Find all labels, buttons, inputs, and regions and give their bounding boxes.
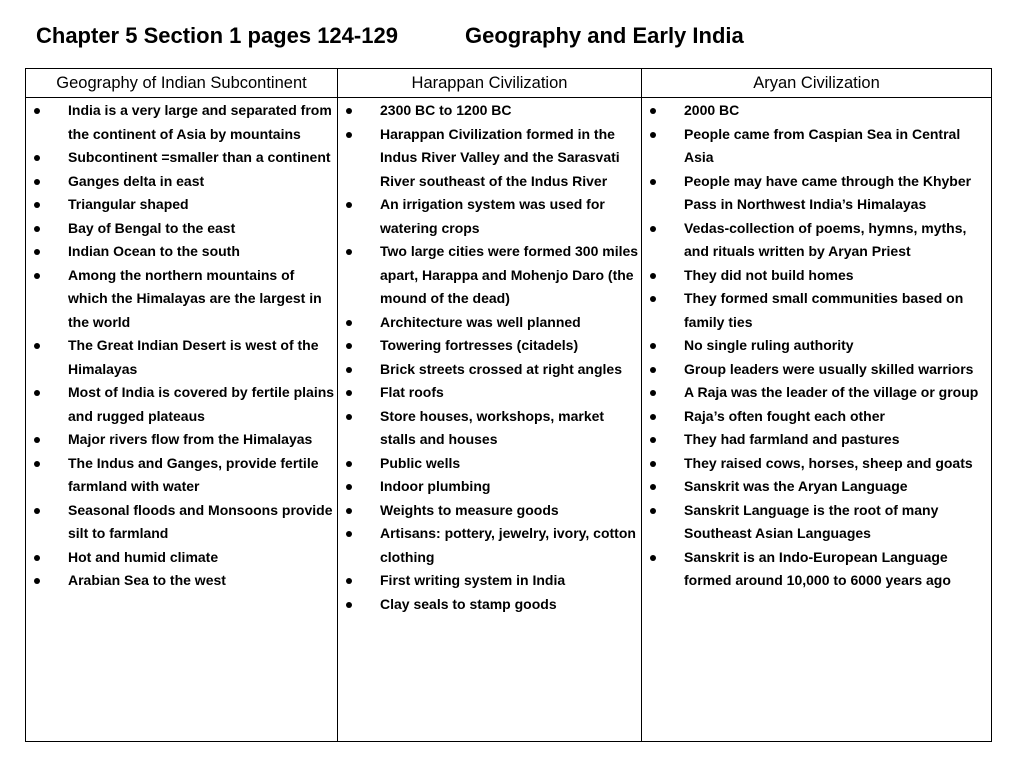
bullet-icon — [34, 249, 40, 255]
list-item-text: First writing system in India — [380, 572, 566, 588]
list-item-text: Public wells — [380, 454, 461, 471]
list-item-text: Raja’s often fought each other — [684, 407, 885, 424]
list-item-text: Two large cities were formed 300 miles apart, Harappa and Mohenjo Daro (the mound of the dead) — [380, 243, 639, 306]
list-item-text: Store houses, workshops, market stalls and houses — [380, 407, 605, 447]
list-item-text: India is a very large and separated from the continent of Asia by mountains — [68, 102, 332, 142]
list-item — [338, 475, 641, 499]
bullet-icon — [346, 108, 352, 114]
list-item — [26, 546, 337, 570]
list-item — [338, 193, 641, 240]
bullet-icon — [34, 273, 40, 279]
topic-title: Geography and Early India — [465, 23, 744, 48]
list-item-text: Artisans: pottery, jewelry, ivory, cotton clothing — [380, 525, 636, 565]
list-item — [642, 334, 991, 358]
page-title — [36, 18, 996, 54]
list-item-text: Subcontinent =smaller than a continent — [68, 149, 331, 165]
list-item — [642, 170, 991, 217]
content-row — [26, 98, 992, 742]
bullet-icon — [650, 367, 656, 373]
bullet-icon — [650, 132, 656, 138]
list-item-text: People came from Caspian Sea in Central Asia — [684, 125, 961, 165]
bullet-icon — [34, 179, 40, 185]
column-header-aryan: Aryan Civilization — [642, 69, 992, 98]
bullet-icon — [34, 578, 40, 584]
bullet-icon — [346, 390, 352, 396]
bullet-icon — [650, 273, 656, 279]
bullet-icon — [346, 367, 352, 373]
list-item — [26, 452, 337, 499]
list-item — [338, 452, 641, 476]
list-item — [26, 240, 337, 264]
bullet-icon — [650, 343, 656, 349]
list-item-text: Architecture was well planned — [380, 313, 581, 330]
list-item-text: Indoor plumbing — [380, 478, 491, 494]
list-item-text: They formed small communities based on family ties — [684, 290, 964, 330]
bullet-icon — [346, 508, 352, 514]
list-item — [642, 499, 991, 546]
list-item — [642, 99, 991, 123]
list-item — [642, 546, 991, 593]
list-item — [26, 217, 337, 241]
list-item-text: Weights to measure goods — [380, 501, 559, 518]
notes-table — [25, 68, 992, 742]
bullet-icon — [650, 484, 656, 490]
aryan-column — [642, 98, 992, 742]
geography-column — [26, 98, 338, 742]
bullet-icon — [346, 531, 352, 537]
list-item-text: Among the northern mountains of which the Himalayas are the largest in the world — [68, 266, 322, 330]
bullet-icon — [346, 578, 352, 584]
list-item-text: People may have came through the Khyber Pass in Northwest India’s Himalayas — [684, 172, 972, 212]
geography-list — [26, 99, 337, 593]
list-item — [642, 287, 991, 334]
list-item-text: Bay of Bengal to the east — [68, 219, 236, 236]
list-item-text: Major rivers flow from the Himalayas — [68, 431, 313, 447]
list-item-text: Group leaders were usually skilled warriors — [684, 360, 974, 377]
list-item — [338, 569, 641, 593]
list-item — [642, 452, 991, 476]
list-item — [642, 405, 991, 429]
bullet-icon — [34, 437, 40, 443]
list-item — [338, 499, 641, 523]
bullet-icon — [346, 202, 352, 208]
bullet-icon — [346, 484, 352, 490]
list-item-text: Clay seals to stamp goods — [380, 595, 557, 612]
bullet-icon — [650, 414, 656, 420]
list-item-text: Brick streets crossed at right angles — [380, 360, 622, 377]
bullet-icon — [346, 461, 352, 467]
bullet-icon — [346, 132, 352, 138]
harappan-list — [338, 99, 641, 616]
list-item — [26, 99, 337, 146]
column-header-geography: Geography of Indian Subcontinent — [26, 69, 338, 98]
list-item-text: They raised cows, horses, sheep and goats — [684, 454, 973, 471]
bullet-icon — [34, 390, 40, 396]
list-item — [642, 358, 991, 382]
list-item — [26, 170, 337, 194]
list-item — [26, 499, 337, 546]
list-item-text: Sanskrit was the Aryan Language — [684, 478, 908, 494]
aryan-list — [642, 99, 991, 593]
list-item — [338, 334, 641, 358]
bullet-icon — [346, 343, 352, 349]
list-item — [26, 428, 337, 452]
bullet-icon — [650, 226, 656, 232]
list-item — [338, 593, 641, 617]
bullet-icon — [34, 555, 40, 561]
list-item-text: Seasonal floods and Monsoons provide silt to farmland — [68, 501, 333, 541]
bullet-icon — [346, 414, 352, 420]
list-item — [26, 146, 337, 170]
list-item — [642, 264, 991, 288]
list-item-text: 2300 BC to 1200 BC — [380, 102, 512, 118]
bullet-icon — [650, 296, 656, 302]
list-item-text: They did not build homes — [684, 266, 854, 283]
list-item-text: Indian Ocean to the south — [68, 243, 240, 259]
list-item — [338, 522, 641, 569]
list-item — [338, 381, 641, 405]
column-header-harappan: Harappan Civilization — [338, 69, 642, 98]
list-item-text: They had farmland and pastures — [684, 431, 900, 447]
bullet-icon — [346, 602, 352, 608]
list-item-text: Triangular shaped — [68, 196, 189, 212]
chapter-title: Chapter 5 Section 1 pages 124-129 — [36, 23, 398, 48]
list-item — [26, 381, 337, 428]
list-item-text: The Great Indian Desert is west of the Himalayas — [68, 337, 319, 377]
list-item-text: Vedas-collection of poems, hymns, myths, and rituals written by Aryan Priest — [684, 219, 967, 259]
list-item-text: Flat roofs — [380, 384, 444, 400]
list-item — [338, 240, 641, 311]
bullet-icon — [34, 461, 40, 467]
list-item — [26, 193, 337, 217]
list-item — [642, 381, 991, 405]
list-item-text: Most of India is covered by fertile plains and rugged plateaus — [68, 384, 335, 424]
bullet-icon — [650, 508, 656, 514]
harappan-column — [338, 98, 642, 742]
list-item-text: Ganges delta in east — [68, 172, 205, 189]
list-item-text: An irrigation system was used for watering crops — [380, 196, 605, 236]
bullet-icon — [34, 343, 40, 349]
list-item-text: A Raja was the leader of the village or group — [684, 384, 979, 400]
list-item-text: Arabian Sea to the west — [68, 572, 226, 588]
list-item — [338, 358, 641, 382]
bullet-icon — [34, 155, 40, 161]
bullet-icon — [34, 508, 40, 514]
bullet-icon — [346, 249, 352, 255]
bullet-icon — [34, 108, 40, 114]
bullet-icon — [650, 390, 656, 396]
list-item-text: Sanskrit is an Indo-European Language formed around 10,000 to 6000 years ago — [684, 548, 951, 588]
bullet-icon — [650, 179, 656, 185]
list-item — [642, 123, 991, 170]
list-item — [338, 311, 641, 335]
list-item-text: Hot and humid climate — [68, 548, 219, 565]
bullet-icon — [650, 437, 656, 443]
bullet-icon — [650, 555, 656, 561]
bullet-icon — [346, 320, 352, 326]
list-item-text: No single ruling authority — [684, 337, 854, 353]
list-item-text: Sanskrit Language is the root of many Southeast Asian Languages — [684, 501, 939, 541]
list-item — [338, 123, 641, 194]
bullet-icon — [650, 108, 656, 114]
list-item — [642, 428, 991, 452]
list-item — [338, 99, 641, 123]
header-row — [26, 69, 992, 98]
list-item-text: Harappan Civilization formed in the Indus River Valley and the Sarasvati River southeast of the Indus River — [380, 125, 620, 189]
list-item-text: The Indus and Ganges, provide fertile farmland with water — [68, 454, 319, 494]
bullet-icon — [34, 226, 40, 232]
list-item — [26, 569, 337, 593]
list-item-text: Towering fortresses (citadels) — [380, 337, 579, 353]
list-item — [642, 475, 991, 499]
list-item — [26, 334, 337, 381]
list-item-text: 2000 BC — [684, 102, 740, 118]
list-item — [338, 405, 641, 452]
bullet-icon — [34, 202, 40, 208]
list-item — [642, 217, 991, 264]
list-item — [26, 264, 337, 335]
bullet-icon — [650, 461, 656, 467]
